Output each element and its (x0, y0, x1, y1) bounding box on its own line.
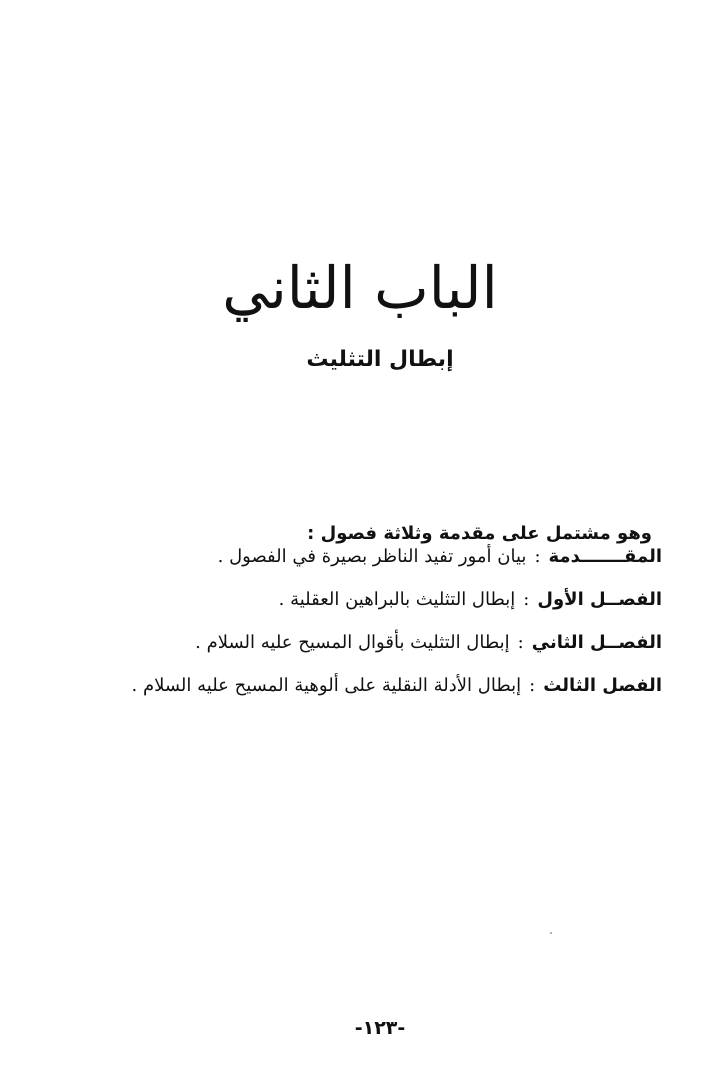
contents-item-chapter-2 (62, 632, 662, 675)
contents-item-chapter-1 (62, 589, 662, 632)
chapter-contents-list (62, 546, 662, 718)
contents-item-separator: : (523, 589, 530, 610)
contents-item-separator: : (534, 546, 541, 567)
contents-item-label: الفصــل الأول (537, 589, 662, 610)
page-number: -١٢٣- (354, 1017, 406, 1039)
contents-item-chapter-3 (62, 675, 662, 718)
scan-speck (550, 932, 552, 934)
chapter-title: الباب الثاني (222, 253, 498, 322)
chapter-subtitle: إبطال التثليث (306, 347, 454, 373)
contents-item-label: المقـــــــدمة (548, 546, 662, 567)
contents-item-label: الفصــل الثاني (531, 632, 662, 653)
chapter-intro: وهو مشتمل على مقدمة وثلاثة فصول : (307, 523, 652, 544)
contents-item-description: إبطال التثليث بالبراهين العقلية . (278, 589, 516, 610)
contents-item-description: بيان أمور تفيد الناظر بصيرة في الفصول . (217, 546, 527, 567)
contents-item-description: إبطال التثليث بأقوال المسيح عليه السلام . (195, 632, 510, 653)
contents-item-separator: : (529, 675, 536, 696)
contents-item-introduction (62, 546, 662, 589)
contents-item-label: الفصل الثالث (543, 675, 662, 696)
contents-item-description: إبطال الأدلة النقلية على ألوهية المسيح عليه السلام . (131, 675, 522, 696)
contents-item-separator: : (517, 632, 524, 653)
